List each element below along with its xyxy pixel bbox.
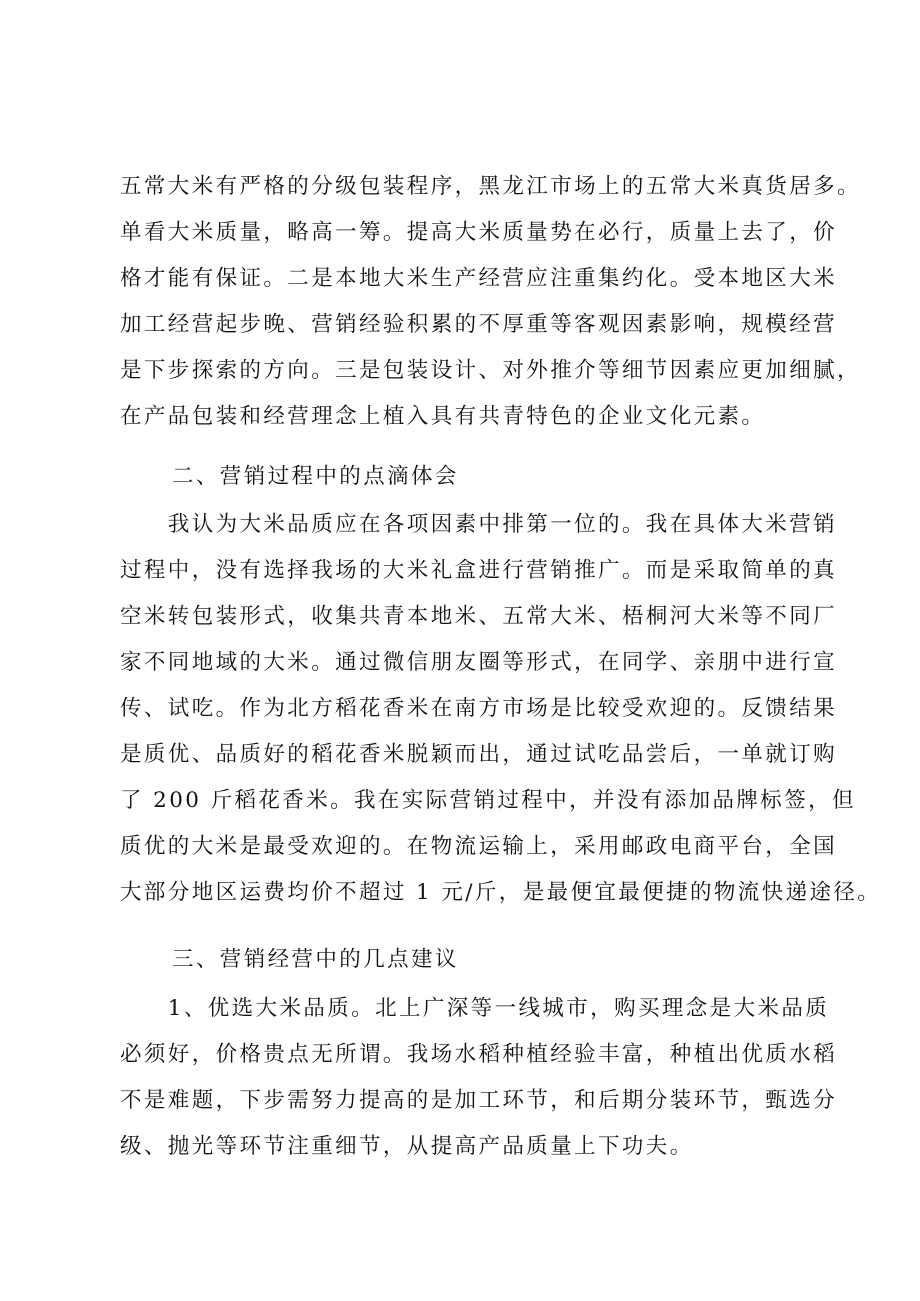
text-line: 不是难题，下步需努力提高的是加工环节，和后期分装环节，甄选分	[120, 1088, 838, 1113]
text-line: 单看大米质量，略高一筹。提高大米质量势在必行，质量上去了，价	[120, 220, 838, 245]
section-heading-2: 二、营销过程中的点滴体会	[172, 464, 459, 489]
text-line: 了 200 斤稻花香米。我在实际营销过程中，并没有添加品牌标签，但	[120, 788, 856, 813]
text-line: 质优的大米是最受欢迎的。在物流运输上，采用邮政电商平台，全国	[120, 834, 838, 859]
paragraph-2	[120, 502, 882, 916]
text-line: 家不同地域的大米。通过微信朋友圈等形式，在同学、亲朋中进行宣	[120, 650, 838, 675]
text-line: 级、抛光等环节注重细节，从提高产品质量上下功夫。	[120, 1134, 694, 1159]
paragraph-1	[120, 164, 861, 440]
text-line: 五常大米有严格的分级包装程序，黑龙江市场上的五常大米真货居多。	[120, 174, 861, 199]
text-line: 我认为大米品质应在各项因素中排第一位的。我在具体大米营销	[120, 512, 838, 537]
text-line: 过程中，没有选择我场的大米礼盒进行营销推广。而是采取简单的真	[120, 558, 838, 583]
text-line: 是下步探索的方向。三是包装设计、对外推介等细节因素应更加细腻，	[120, 358, 861, 383]
text-line: 是质优、品质好的稻花香米脱颖而出，通过试吃品尝后，一单就订购	[120, 742, 838, 767]
text-line: 在产品包装和经营理念上植入具有共青特色的企业文化元素。	[120, 404, 766, 429]
text-line: 1、优选大米品质。北上广深等一线城市，购买理念是大米品质	[120, 996, 830, 1021]
text-line: 格才能有保证。二是本地大米生产经营应注重集约化。受本地区大米	[120, 266, 838, 291]
section-heading-3: 三、营销经营中的几点建议	[172, 947, 459, 972]
text-line: 加工经营起步晚、营销经验积累的不厚重等客观因素影响，规模经营	[120, 312, 838, 337]
text-line: 传、试吃。作为北方稻花香米在南方市场是比较受欢迎的。反馈结果	[120, 696, 838, 721]
paragraph-3	[120, 986, 838, 1170]
text-line: 空米转包装形式，收集共青本地米、五常大米、梧桐河大米等不同厂	[120, 604, 838, 629]
text-line: 必须好，价格贵点无所谓。我场水稻种植经验丰富，种植出优质水稻	[120, 1042, 838, 1067]
text-line: 大部分地区运费均价不超过 1 元/斤，是最便宜最便捷的物流快递途径。	[120, 880, 882, 905]
